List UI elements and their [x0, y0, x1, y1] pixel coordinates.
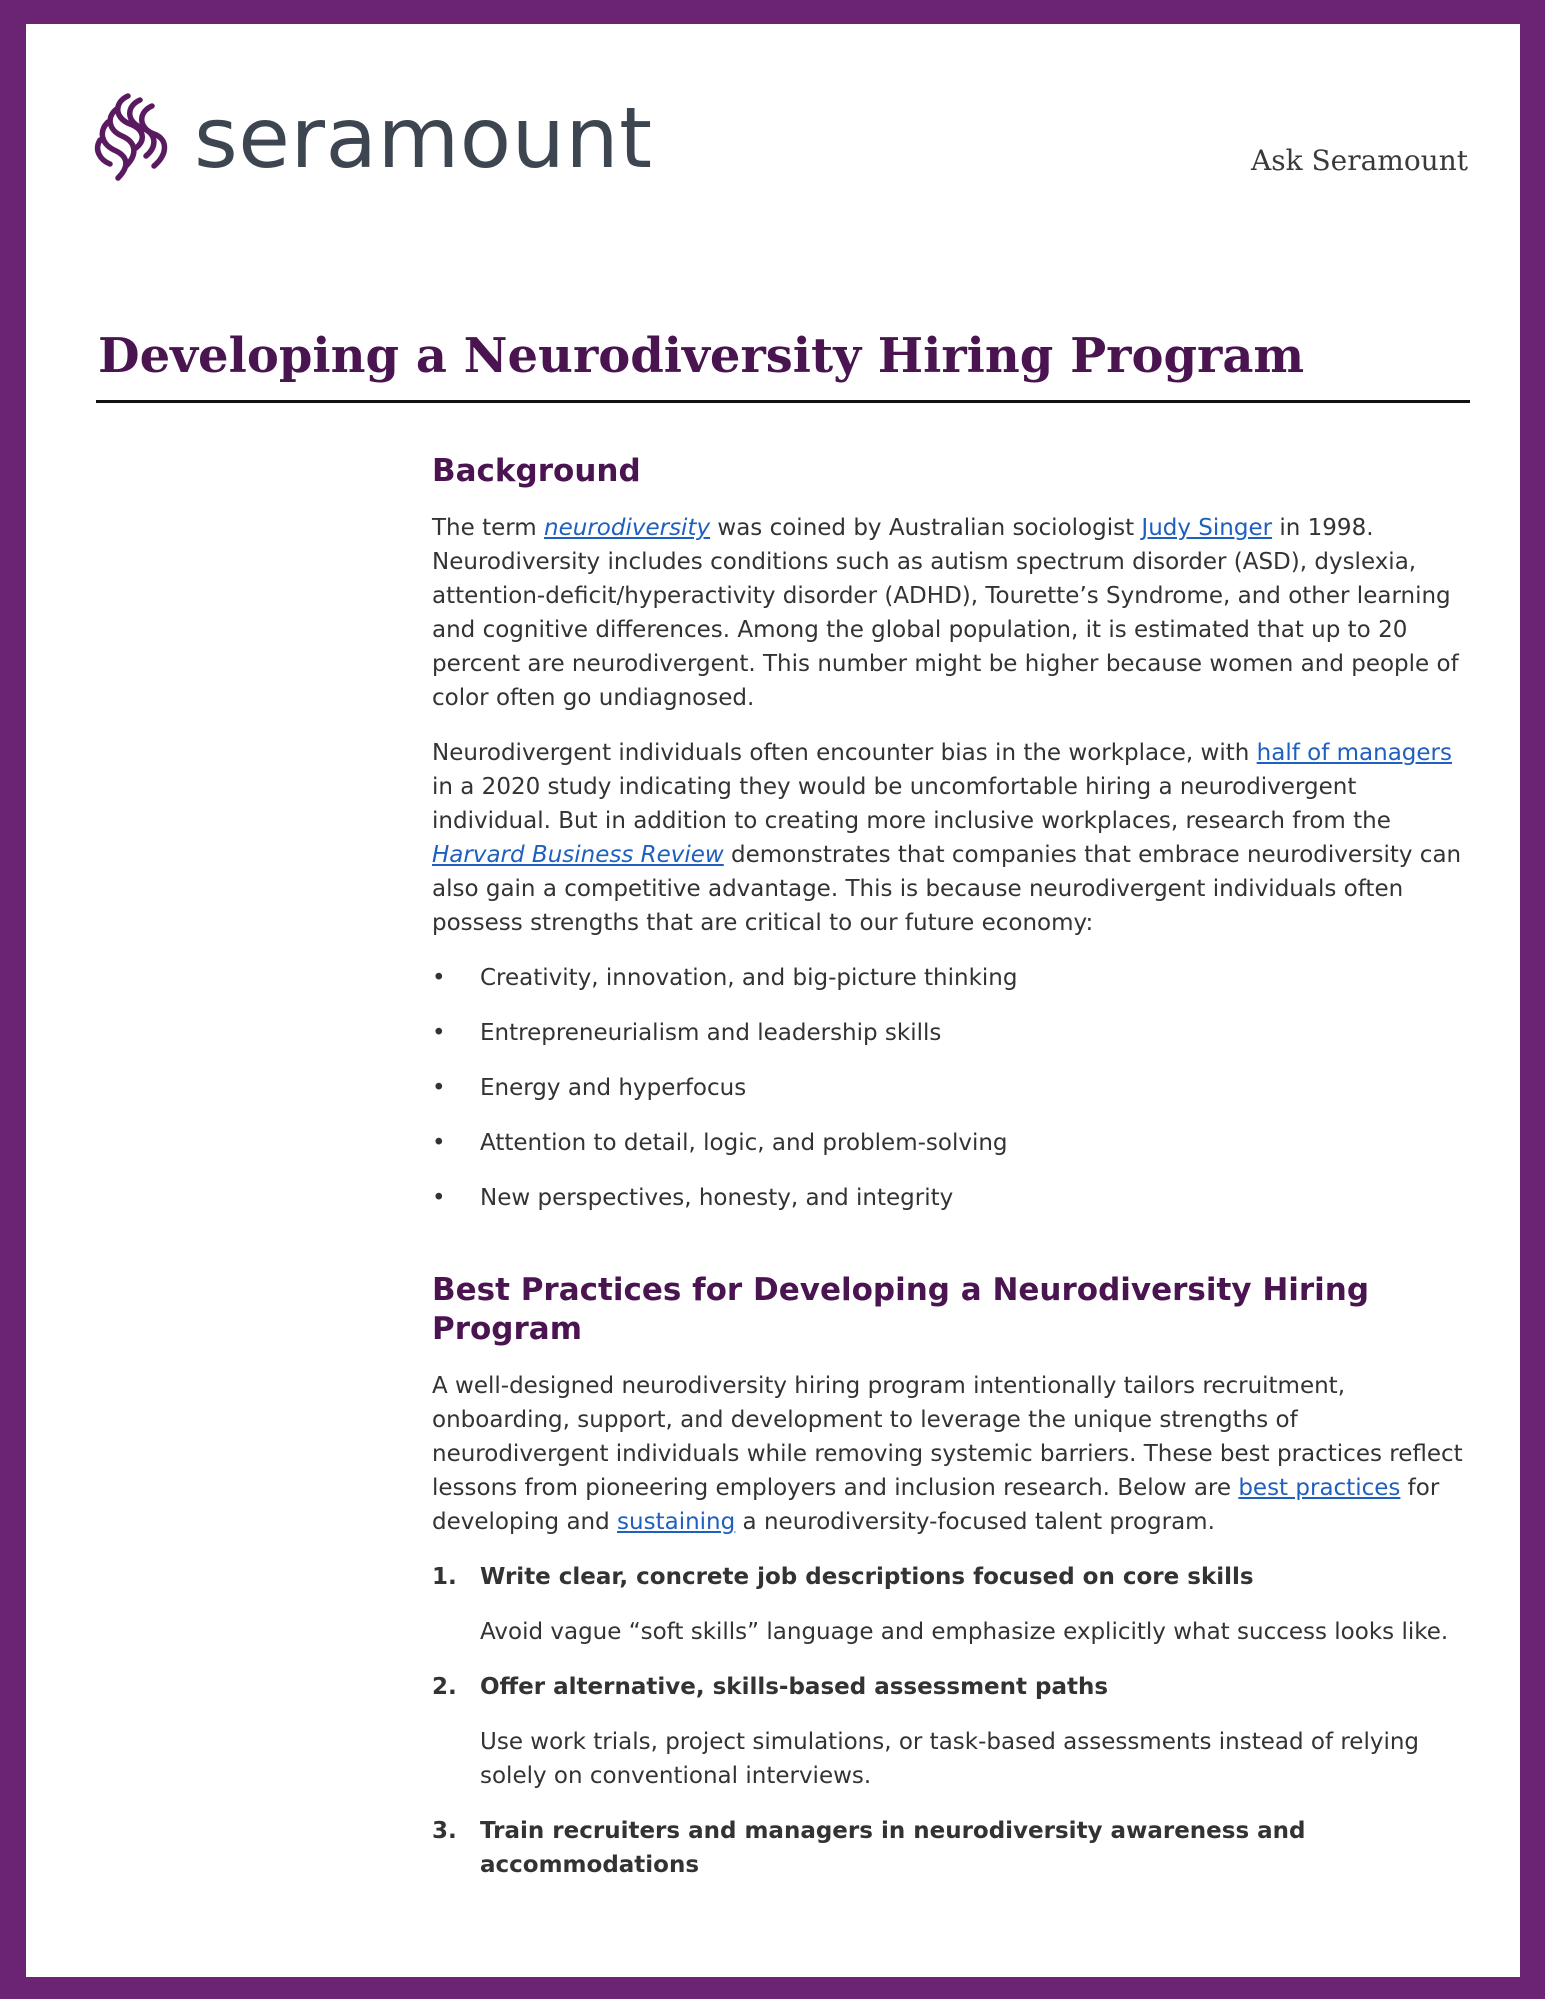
list-item: • Entrepreneurialism and leadership skills: [432, 1016, 1472, 1050]
harvard-business-review-link[interactable]: Harvard Business Review: [432, 842, 724, 868]
title-divider: [96, 400, 1470, 403]
practice-description: Use work trials, project simulations, or task-based assessments instead of relying solely on conventional interviews.: [480, 1729, 1420, 1789]
practice-title: Offer alternative, skills-based assessment paths: [480, 1674, 1109, 1700]
neurodiversity-link[interactable]: neurodiversity: [544, 515, 711, 541]
practice-item: [432, 1670, 1472, 1793]
practice-title: Train recruiters and managers in neurodiversity awareness and accommodations: [480, 1818, 1306, 1878]
background-heading: Background: [432, 453, 641, 489]
practices-list: [432, 1560, 1472, 1882]
practice-number: 2.: [432, 1674, 457, 1700]
practice-description: Avoid vague “soft skills” language and emphasize explicitly what success looks like.: [480, 1619, 1449, 1645]
seramount-swirl-icon: [88, 88, 180, 188]
judy-singer-link[interactable]: Judy Singer: [1141, 515, 1273, 541]
practice-number: 1.: [432, 1564, 457, 1590]
half-of-managers-link[interactable]: half of managers: [1256, 740, 1452, 766]
list-item: • Energy and hyperfocus: [432, 1071, 1472, 1105]
practice-title: Write clear, concrete job descriptions focused on core skills: [480, 1564, 1254, 1590]
background-paragraph-2: Neurodivergent individuals often encounter bias in the workplace, with half of managers in a 2020 study indicating they would be uncomfortable hiring a neurodivergent individual. But in addition to creating more inclusive workplaces, research from the Harvard Business Review demonstrates that companies that embrace neurodiversity can also gain a competitive advantage. This is because neurodivergent individuals often possess strengths that are critical to our future economy:: [432, 740, 1462, 936]
background-paragraph-1: The term neurodiversity was coined by Australian sociologist Judy Singer in 1998. Neurodiversity includes conditions such as autism spectrum disorder (ASD), dyslexia, attention-deficit/hyperactivity disorder (ADHD), Tourette’s Syndrome, and other learning and cognitive differences. Among the global population, it is estimated that up to 20 percent are neurodivergent. This number might be higher because women and people of color often go undiagnosed.: [432, 515, 1459, 711]
sustaining-link[interactable]: sustaining: [617, 1509, 736, 1535]
document-page: [26, 24, 1520, 1977]
list-item: • New perspectives, honesty, and integrity: [432, 1181, 1472, 1215]
best-practices-intro: A well-designed neurodiversity hiring program intentionally tailors recruitment, onboarding, support, and development to leverage the unique strengths of neurodivergent individuals while removing systemic barriers. These best practices reflect lessons from pioneering employers and inclusion research. Below are best practices for developing and sustaining a neurodiversity-focused talent program.: [432, 1373, 1463, 1535]
document-title: Developing a Neurodiversity Hiring Program: [98, 328, 1305, 384]
main-content: [432, 452, 1472, 1903]
list-item: • Attention to detail, logic, and problem-solving: [432, 1126, 1472, 1160]
practice-number: 3.: [432, 1818, 457, 1844]
strengths-list: [432, 961, 1472, 1215]
list-item: • Creativity, innovation, and big-picture thinking: [432, 961, 1472, 995]
best-practices-heading: Best Practices for Developing a Neurodiversity Hiring Program: [432, 1272, 1370, 1347]
best-practices-link[interactable]: best practices: [1238, 1475, 1401, 1501]
logo-wordmark: seramount: [194, 89, 653, 187]
practice-item: [432, 1814, 1472, 1882]
ask-seramount-label: Ask Seramount: [1250, 144, 1468, 177]
seramount-logo[interactable]: [88, 88, 653, 188]
practice-item: [432, 1560, 1472, 1649]
